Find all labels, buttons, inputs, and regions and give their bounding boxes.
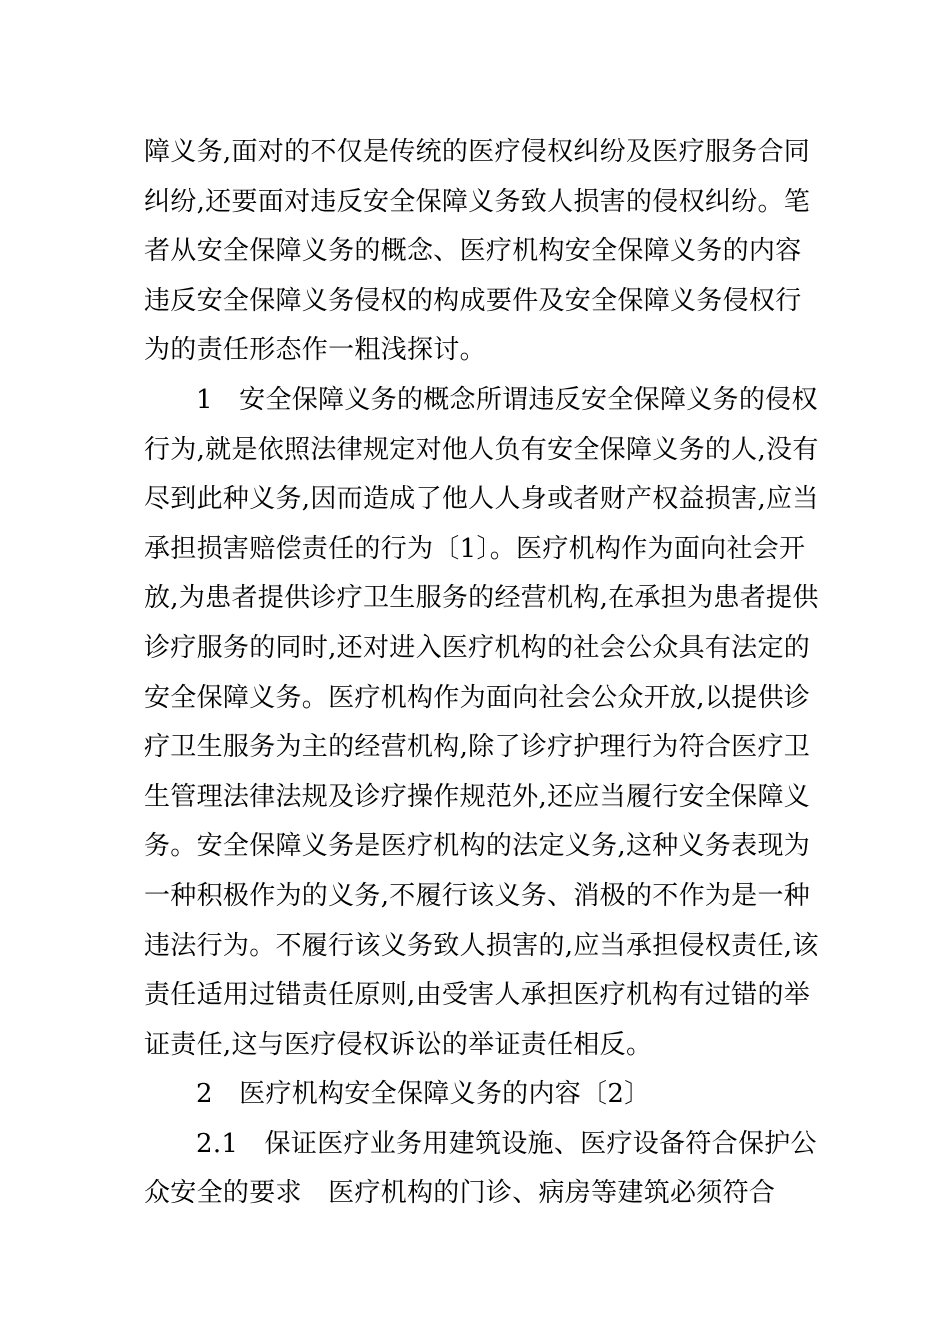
text-line: 一种积极作为的义务,不履行该义务、消极的不作为是一种 (144, 880, 811, 911)
section-heading-2: 2 医疗机构安全保障义务的内容〔2〕 (196, 1079, 651, 1110)
text-line: 务。安全保障义务是医疗机构的法定义务,这种义务表现为 (144, 831, 811, 862)
text-line: 纠纷,还要面对违反安全保障义务致人损害的侵权纠纷。笔 (144, 186, 811, 217)
text-line: 责任适用过错责任原则,由受害人承担医疗机构有过错的举 (144, 980, 811, 1011)
section-heading-1: 1 安全保障义务的概念所谓违反安全保障义务的侵权 (196, 384, 818, 415)
text-line: 安全保障义务。医疗机构作为面向社会公众开放,以提供诊 (144, 682, 811, 713)
text-line: 众安全的要求 医疗机构的门诊、病房等建筑必须符合 (144, 1178, 776, 1209)
text-line: 证责任,这与医疗侵权诉讼的举证责任相反。 (144, 1029, 653, 1060)
body-text (144, 128, 819, 1219)
text-line: 诊疗服务的同时,还对进入医疗机构的社会公众具有法定的 (144, 632, 811, 663)
text-line: 行为,就是依照法律规定对他人负有安全保障义务的人,没有 (144, 434, 819, 465)
subsection-heading-2-1: 2.1 保证医疗业务用建筑设施、医疗设备符合保护公 (196, 1128, 817, 1159)
text-line: 为的责任形态作一粗浅探讨。 (144, 335, 486, 366)
text-line: 违法行为。不履行该义务致人损害的,应当承担侵权责任,该 (144, 930, 819, 961)
text-line: 承担损害赔偿责任的行为〔1〕。医疗机构作为面向社会开 (144, 533, 806, 564)
text-line: 疗卫生服务为主的经营机构,除了诊疗护理行为符合医疗卫 (144, 732, 811, 763)
text-line: 障义务,面对的不仅是传统的医疗侵权纠纷及医疗服务合同 (144, 137, 811, 167)
text-line: 违反安全保障义务侵权的构成要件及安全保障义务侵权行 (144, 285, 802, 316)
text-line: 者从安全保障义务的概念、医疗机构安全保障义务的内容 (144, 236, 802, 267)
text-line: 生管理法律法规及诊疗操作规范外,还应当履行安全保障义 (144, 781, 811, 812)
text-line: 尽到此种义务,因而造成了他人人身或者财产权益损害,应当 (144, 484, 819, 515)
text-line: 放,为患者提供诊疗卫生服务的经营机构,在承担为患者提供 (144, 583, 819, 614)
